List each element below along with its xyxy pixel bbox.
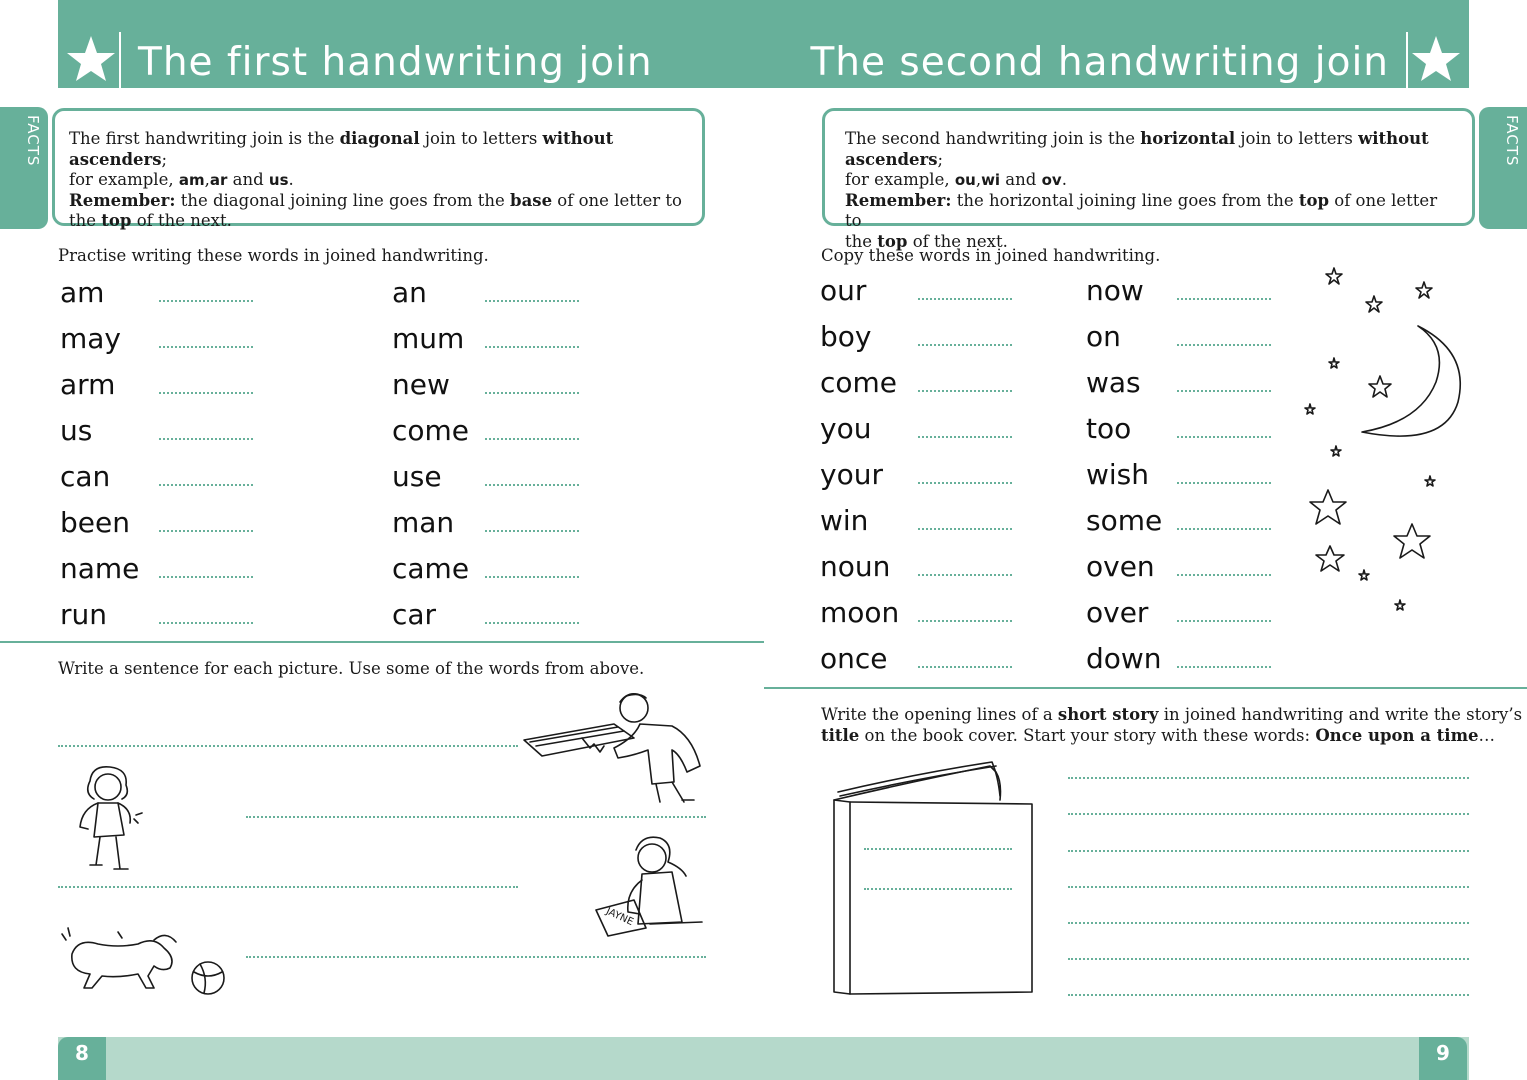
writing-line[interactable]	[1177, 620, 1271, 622]
practice-word: car	[392, 598, 437, 631]
writing-line[interactable]	[1177, 436, 1271, 438]
left-page-title: The first handwriting join	[138, 40, 653, 85]
writing-line[interactable]	[918, 528, 1012, 530]
copy-word: down	[1086, 642, 1162, 675]
practice-word: name	[60, 552, 140, 585]
book-title-line[interactable]	[864, 888, 1012, 890]
sentence-line[interactable]	[246, 816, 706, 818]
writing-line[interactable]	[1177, 574, 1271, 576]
example-join: ov	[1041, 171, 1062, 189]
copy-word: oven	[1086, 550, 1155, 583]
copy-word: on	[1086, 320, 1121, 353]
example-join: am	[178, 171, 205, 189]
copy-word: wish	[1086, 458, 1150, 491]
practice-word: came	[392, 552, 470, 585]
writing-line[interactable]	[918, 344, 1012, 346]
writing-line[interactable]	[1177, 528, 1271, 530]
writing-line[interactable]	[918, 666, 1012, 668]
practice-word: us	[60, 414, 93, 447]
page-number-right: 9	[1419, 1037, 1467, 1080]
dog-with-ball-illustration	[58, 918, 228, 998]
left-facts-tab	[0, 107, 48, 229]
practice-word: come	[392, 414, 470, 447]
book-cover-illustration	[830, 762, 1040, 1002]
writing-line[interactable]	[159, 484, 253, 486]
practice-word: arm	[60, 368, 116, 401]
writing-line[interactable]	[918, 620, 1012, 622]
practice-word: can	[60, 460, 111, 493]
left-facts-box: The first handwriting join is the diagonal join to letters without ascenders; for example, am,ar and us. Remember: the diagonal joining line goes from the base of one letter to the top of the next.	[52, 108, 705, 226]
right-facts-box: The second handwriting join is the horizontal join to letters without ascenders; for example, ou,wi and ov. Remember: the horizontal joining line goes from the top of one letter to the top of the next.	[822, 108, 1475, 226]
practice-word: man	[392, 506, 455, 539]
writing-line[interactable]	[1177, 298, 1271, 300]
title-separator	[119, 32, 121, 88]
writing-line[interactable]	[485, 392, 579, 394]
story-line[interactable]	[1068, 813, 1469, 815]
writing-line[interactable]	[485, 530, 579, 532]
practice-word: am	[60, 276, 105, 309]
copy-word: once	[820, 642, 888, 675]
story-line[interactable]	[1068, 994, 1469, 996]
facts-tab-label: FACTS	[24, 115, 42, 167]
copy-word: too	[1086, 412, 1132, 445]
sentence-line[interactable]	[58, 886, 518, 888]
writing-line[interactable]	[918, 574, 1012, 576]
writing-line[interactable]	[159, 576, 253, 578]
writing-line[interactable]	[485, 622, 579, 624]
writing-line[interactable]	[159, 300, 253, 302]
writing-line[interactable]	[159, 622, 253, 624]
sentence-line[interactable]	[58, 745, 518, 747]
left-instruction-practise: Practise writing these words in joined handwriting.	[58, 246, 489, 265]
practice-word: use	[392, 460, 442, 493]
writing-line[interactable]	[159, 346, 253, 348]
writing-line[interactable]	[485, 300, 579, 302]
example-join: ar	[209, 171, 228, 189]
copy-word: win	[820, 504, 869, 537]
section-divider	[0, 641, 764, 643]
writing-line[interactable]	[159, 530, 253, 532]
sentence-line[interactable]	[246, 956, 706, 958]
copy-word: moon	[820, 596, 900, 629]
story-line[interactable]	[1068, 958, 1469, 960]
boy-sawing-illustration	[522, 686, 707, 804]
example-join: wi	[981, 171, 1001, 189]
writing-line[interactable]	[918, 482, 1012, 484]
facts-tab-label: FACTS	[1503, 115, 1521, 167]
story-instruction: Write the opening lines of a short story in joined handwriting and write the story’s title on the book cover. Start your story with these words: Once upon a time…	[821, 705, 1523, 745]
copy-word: you	[820, 412, 872, 445]
writing-line[interactable]	[485, 576, 579, 578]
right-facts-tab	[1479, 107, 1527, 229]
practice-word: may	[60, 322, 122, 355]
writing-line[interactable]	[1177, 390, 1271, 392]
copy-word: noun	[820, 550, 891, 583]
left-instruction-sentence: Write a sentence for each picture. Use some of the words from above.	[58, 659, 645, 678]
copy-word: boy	[820, 320, 872, 353]
right-page-title: The second handwriting join	[810, 40, 1389, 85]
writing-line[interactable]	[918, 298, 1012, 300]
story-line[interactable]	[1068, 886, 1469, 888]
copy-word: some	[1086, 504, 1163, 537]
page-number-left: 8	[58, 1037, 106, 1080]
girl-illustration	[72, 765, 152, 875]
writing-line[interactable]	[159, 392, 253, 394]
writing-line[interactable]	[918, 436, 1012, 438]
story-line[interactable]	[1068, 850, 1469, 852]
practice-word: new	[392, 368, 450, 401]
writing-line[interactable]	[1177, 482, 1271, 484]
star-icon	[60, 30, 122, 88]
writing-line[interactable]	[485, 438, 579, 440]
moon-and-stars-illustration	[1300, 262, 1470, 632]
example-join: ou	[954, 171, 976, 189]
story-line[interactable]	[1068, 922, 1469, 924]
girl-writing-illustration	[590, 832, 705, 944]
name-tag-text: JAYNE	[604, 905, 635, 929]
writing-line[interactable]	[485, 346, 579, 348]
writing-line[interactable]	[918, 390, 1012, 392]
right-instruction-copy: Copy these words in joined handwriting.	[821, 246, 1161, 265]
copy-word: our	[820, 274, 867, 307]
writing-line[interactable]	[1177, 666, 1271, 668]
section-divider	[764, 687, 1527, 689]
footer-bar	[58, 1037, 1469, 1080]
writing-line[interactable]	[1177, 344, 1271, 346]
practice-word: mum	[392, 322, 465, 355]
practice-word: run	[60, 598, 108, 631]
copy-word: your	[820, 458, 883, 491]
copy-word: now	[1086, 274, 1144, 307]
copy-word: over	[1086, 596, 1149, 629]
practice-word: an	[392, 276, 427, 309]
writing-line[interactable]	[485, 484, 579, 486]
practice-word: been	[60, 506, 130, 539]
star-icon	[1405, 30, 1467, 88]
book-title-line[interactable]	[864, 848, 1012, 850]
copy-word: was	[1086, 366, 1141, 399]
writing-line[interactable]	[159, 438, 253, 440]
copy-word: come	[820, 366, 898, 399]
story-line[interactable]	[1068, 777, 1469, 779]
example-join: us	[268, 171, 289, 189]
